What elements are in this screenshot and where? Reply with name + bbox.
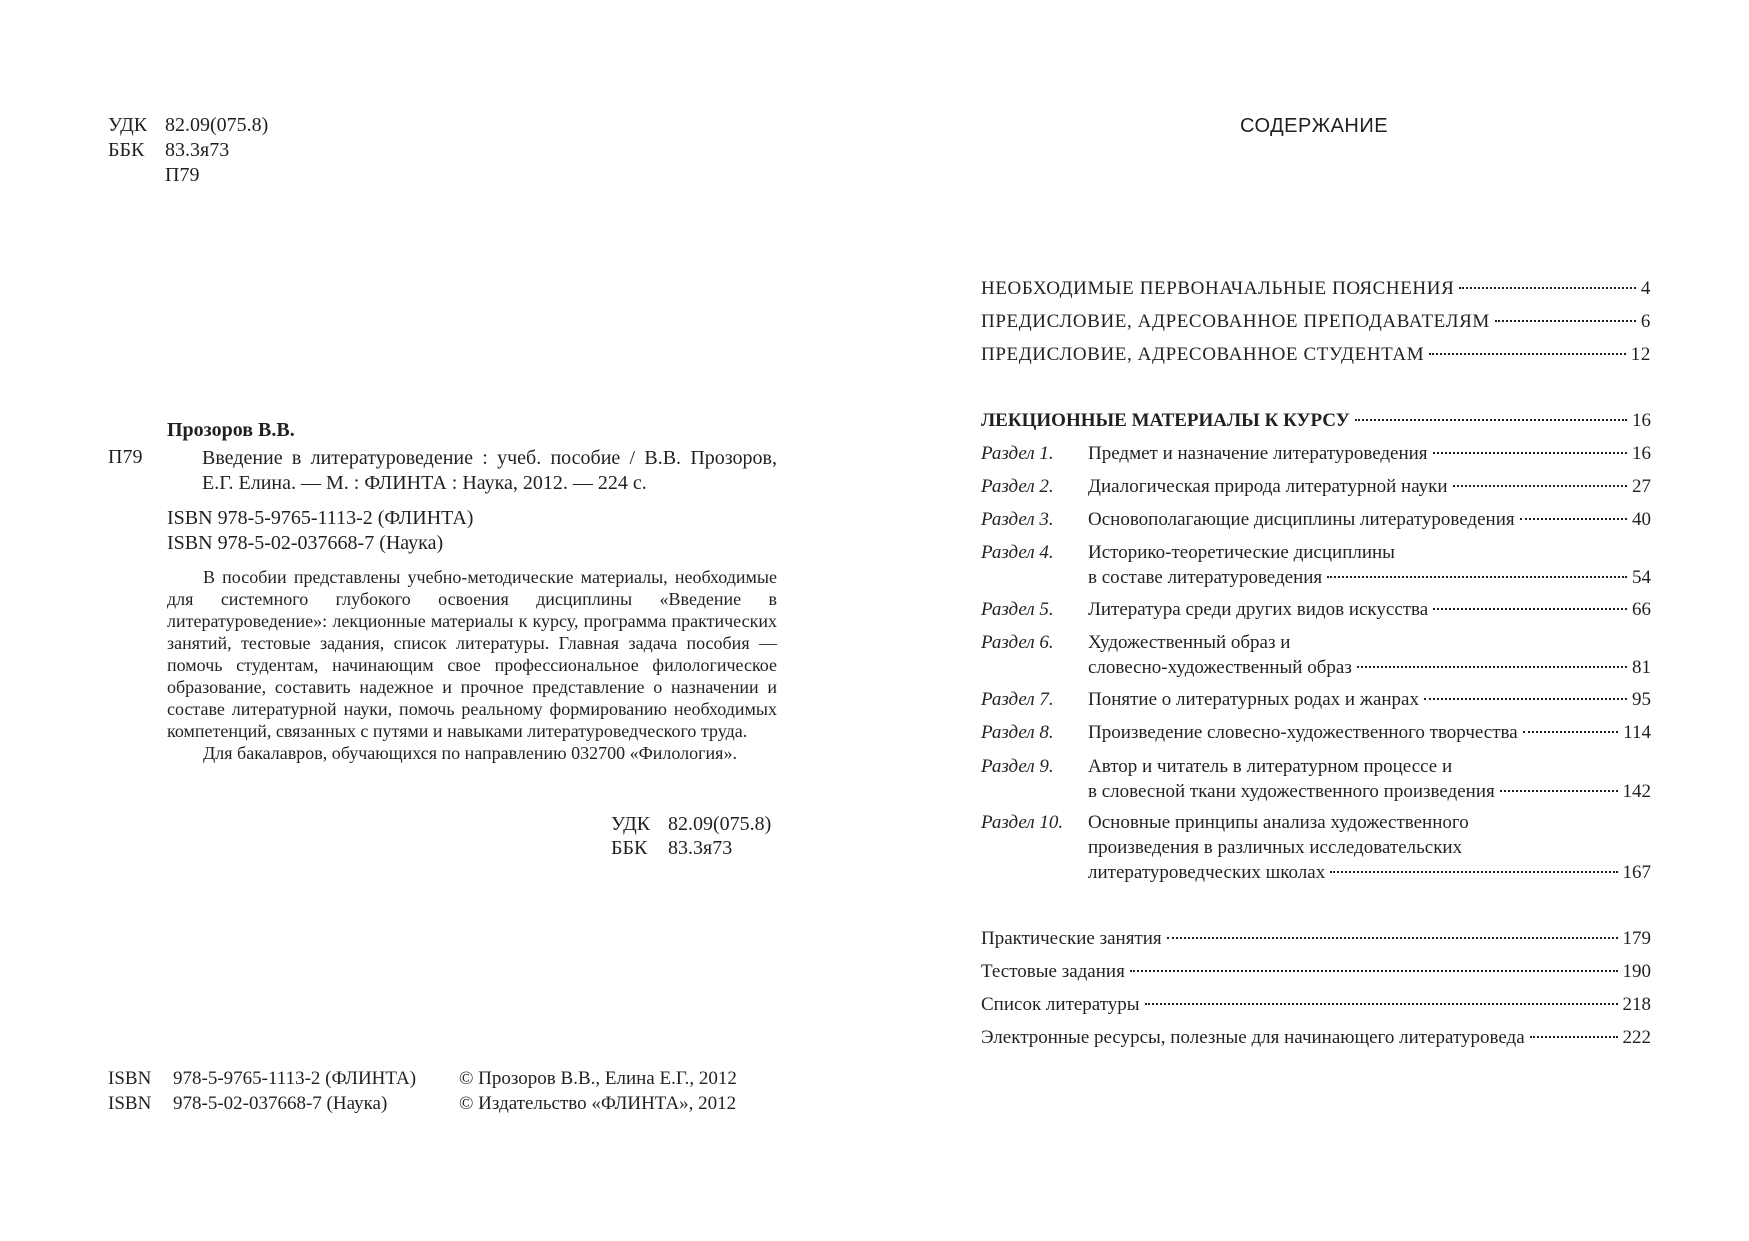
toc-entry-page: 218 (1622, 994, 1651, 1015)
dot-leader (1424, 698, 1627, 700)
section-label: Раздел 8. (981, 722, 1054, 743)
section-page: 27 (1632, 476, 1651, 497)
classification-bottom (611, 812, 771, 860)
section-title: Основополагающие дисциплины литературоведения (1088, 509, 1515, 530)
section-title: Понятие о литературных родах и жанрах (1088, 689, 1419, 710)
section-title-line: Историко-теоретические дисциплины (1088, 542, 1395, 563)
toc-entry-title: Электронные ресурсы, полезные для начинающего литературоведа (981, 1027, 1525, 1048)
section-page: 142 (1622, 781, 1651, 802)
toc-entry-title: ПРЕДИСЛОВИЕ, АДРЕСОВАННОЕ СТУДЕНТАМ (981, 344, 1425, 365)
udk-value: 82.09(075.8) (165, 114, 269, 136)
toc-entry[interactable] (981, 994, 1651, 1016)
toc-entry-title: Список литературы (981, 994, 1140, 1015)
toc-entry-page: 179 (1622, 928, 1651, 949)
copyright-line: © Издательство «ФЛИНТА», 2012 (459, 1093, 737, 1114)
dot-leader (1429, 353, 1626, 355)
isbn-value: 978-5-9765-1113-2 (ФЛИНТА) (173, 1068, 417, 1089)
section-title-line: Автор и читатель в литературном процессе и (1088, 756, 1453, 777)
dot-leader (1495, 320, 1636, 322)
section-title: словесно-художественный образ (1088, 657, 1352, 678)
toc-title: СОДЕРЖАНИЕ (1240, 115, 1389, 137)
annotation-paragraph: Для бакалавров, обучающихся по направлению 032700 «Филология». (203, 743, 737, 763)
classification-block (108, 113, 268, 188)
bbk-value: 83.3я73 (668, 837, 733, 859)
section-page: 167 (1622, 862, 1651, 883)
toc-entry[interactable] (981, 344, 1651, 366)
dot-leader (1520, 518, 1627, 520)
section-page: 66 (1632, 599, 1651, 620)
toc-entry-title: Практические занятия (981, 928, 1162, 949)
toc-entry[interactable] (981, 928, 1651, 950)
bbk-label: ББК (108, 139, 145, 161)
isbn-line: ISBN 978-5-02-037668-7 (Наука) (167, 532, 444, 554)
toc-entry[interactable] (981, 311, 1651, 333)
toc-entry-title: ЛЕКЦИОННЫЕ МАТЕРИАЛЫ К КУРСУ (981, 410, 1350, 431)
udk-value: 82.09(075.8) (668, 813, 772, 835)
isbn-label: ISBN (108, 1068, 152, 1089)
section-title: литературоведческих школах (1088, 862, 1326, 883)
section-title: Литература среди других видов искусства (1088, 599, 1429, 620)
isbn-line: ISBN 978-5-9765-1113-2 (ФЛИНТА) (167, 507, 474, 529)
annotation (167, 566, 777, 764)
dot-leader (1130, 970, 1618, 972)
section-title-line: произведения в различных исследовательских (1088, 837, 1463, 858)
dot-leader (1167, 937, 1618, 939)
dot-leader (1327, 576, 1627, 578)
dot-leader (1433, 452, 1627, 454)
section-label: Раздел 10. (981, 812, 1064, 833)
dot-leader (1459, 287, 1636, 289)
section-label: Раздел 1. (981, 443, 1054, 464)
toc-entry-page: 222 (1622, 1027, 1651, 1048)
dot-leader (1433, 608, 1627, 610)
footer-isbn (108, 1066, 416, 1116)
toc-entry-page: 12 (1630, 344, 1651, 365)
section-title: Произведение словесно-художественного творчества (1088, 722, 1518, 743)
toc-entry-page: 6 (1640, 311, 1651, 332)
author-name: Прозоров В.В. (167, 419, 295, 441)
toc-entry-title: Тестовые задания (981, 961, 1125, 982)
isbn-block (167, 506, 473, 556)
toc-entry-page: 4 (1640, 278, 1651, 299)
toc-entry-title: НЕОБХОДИМЫЕ ПЕРВОНАЧАЛЬНЫЕ ПОЯСНЕНИЯ (981, 278, 1455, 299)
toc-entry-title: ПРЕДИСЛОВИЕ, АДРЕСОВАННОЕ ПРЕПОДАВАТЕЛЯМ (981, 311, 1490, 332)
dot-leader (1355, 419, 1627, 421)
dot-leader (1330, 871, 1617, 873)
section-title: в словесной ткани художественного произведения (1088, 781, 1495, 802)
dot-leader (1530, 1036, 1618, 1038)
section-title-line: Художественный образ и (1088, 632, 1291, 653)
annotation-paragraph: В пособии представлены учебно-методические материалы, необходимые для системного глубокого освоения дисциплины «Введение в литературоведение»: лекционные материалы к курсу, программа практических занятий, тестовые задания, список литературы. Главная задача пособия — помочь студентам, начинающим свое профессиональное филологическое образование, составить надежное и прочное представление о назначении и составе литературной науки, помочь реальному формированию необходимых компетенций, связанных с путями и навыками литературоведческого труда. (167, 567, 777, 741)
bbk-label: ББК (611, 837, 648, 859)
section-title: в составе литературоведения (1088, 567, 1323, 588)
shelf-code: П79 (108, 446, 143, 468)
bbk-value: 83.3я73 (165, 139, 230, 161)
section-label: Раздел 4. (981, 542, 1054, 563)
section-page: 95 (1632, 689, 1651, 710)
bibliographic-record: Введение в литературоведение : учеб. пособие / В.В. Прозоров, Е.Г. Елина. — М. : ФЛИНТА : Наука, 2012. — 224 с. (202, 447, 777, 494)
section-title: Диалогическая природа литературной науки (1088, 476, 1448, 497)
dot-leader (1453, 485, 1627, 487)
section-label: Раздел 7. (981, 689, 1054, 710)
author-sign-label (108, 163, 165, 188)
section-label: Раздел 3. (981, 509, 1054, 530)
isbn-label: ISBN (108, 1093, 152, 1114)
toc-entry-lectures[interactable] (981, 410, 1651, 432)
section-page: 16 (1632, 443, 1651, 464)
section-page: 54 (1632, 567, 1651, 588)
section-page: 40 (1632, 509, 1651, 530)
udk-label: УДК (108, 114, 148, 136)
section-page: 81 (1632, 657, 1651, 678)
section-label: Раздел 2. (981, 476, 1054, 497)
toc-entry-page: 16 (1632, 410, 1651, 431)
footer-copyright (459, 1066, 737, 1116)
copyright-line: © Прозоров В.В., Елина Е.Г., 2012 (459, 1068, 737, 1089)
dot-leader (1145, 1003, 1618, 1005)
section-page: 114 (1623, 722, 1651, 743)
isbn-value: 978-5-02-037668-7 (Наука) (173, 1093, 388, 1114)
dot-leader (1523, 731, 1619, 733)
section-title-line: Основные принципы анализа художественного (1088, 812, 1469, 833)
toc-entry[interactable] (981, 961, 1651, 983)
toc-entry[interactable] (981, 1027, 1651, 1049)
dot-leader (1500, 790, 1618, 792)
section-title: Предмет и назначение литературоведения (1088, 443, 1428, 464)
toc-entry[interactable] (981, 278, 1651, 300)
toc-entry-page: 190 (1622, 961, 1651, 982)
section-label: Раздел 5. (981, 599, 1054, 620)
dot-leader (1357, 666, 1627, 668)
author-sign-value: П79 (165, 164, 200, 186)
section-label: Раздел 6. (981, 632, 1054, 653)
section-label: Раздел 9. (981, 756, 1054, 777)
udk-label: УДК (611, 813, 651, 835)
